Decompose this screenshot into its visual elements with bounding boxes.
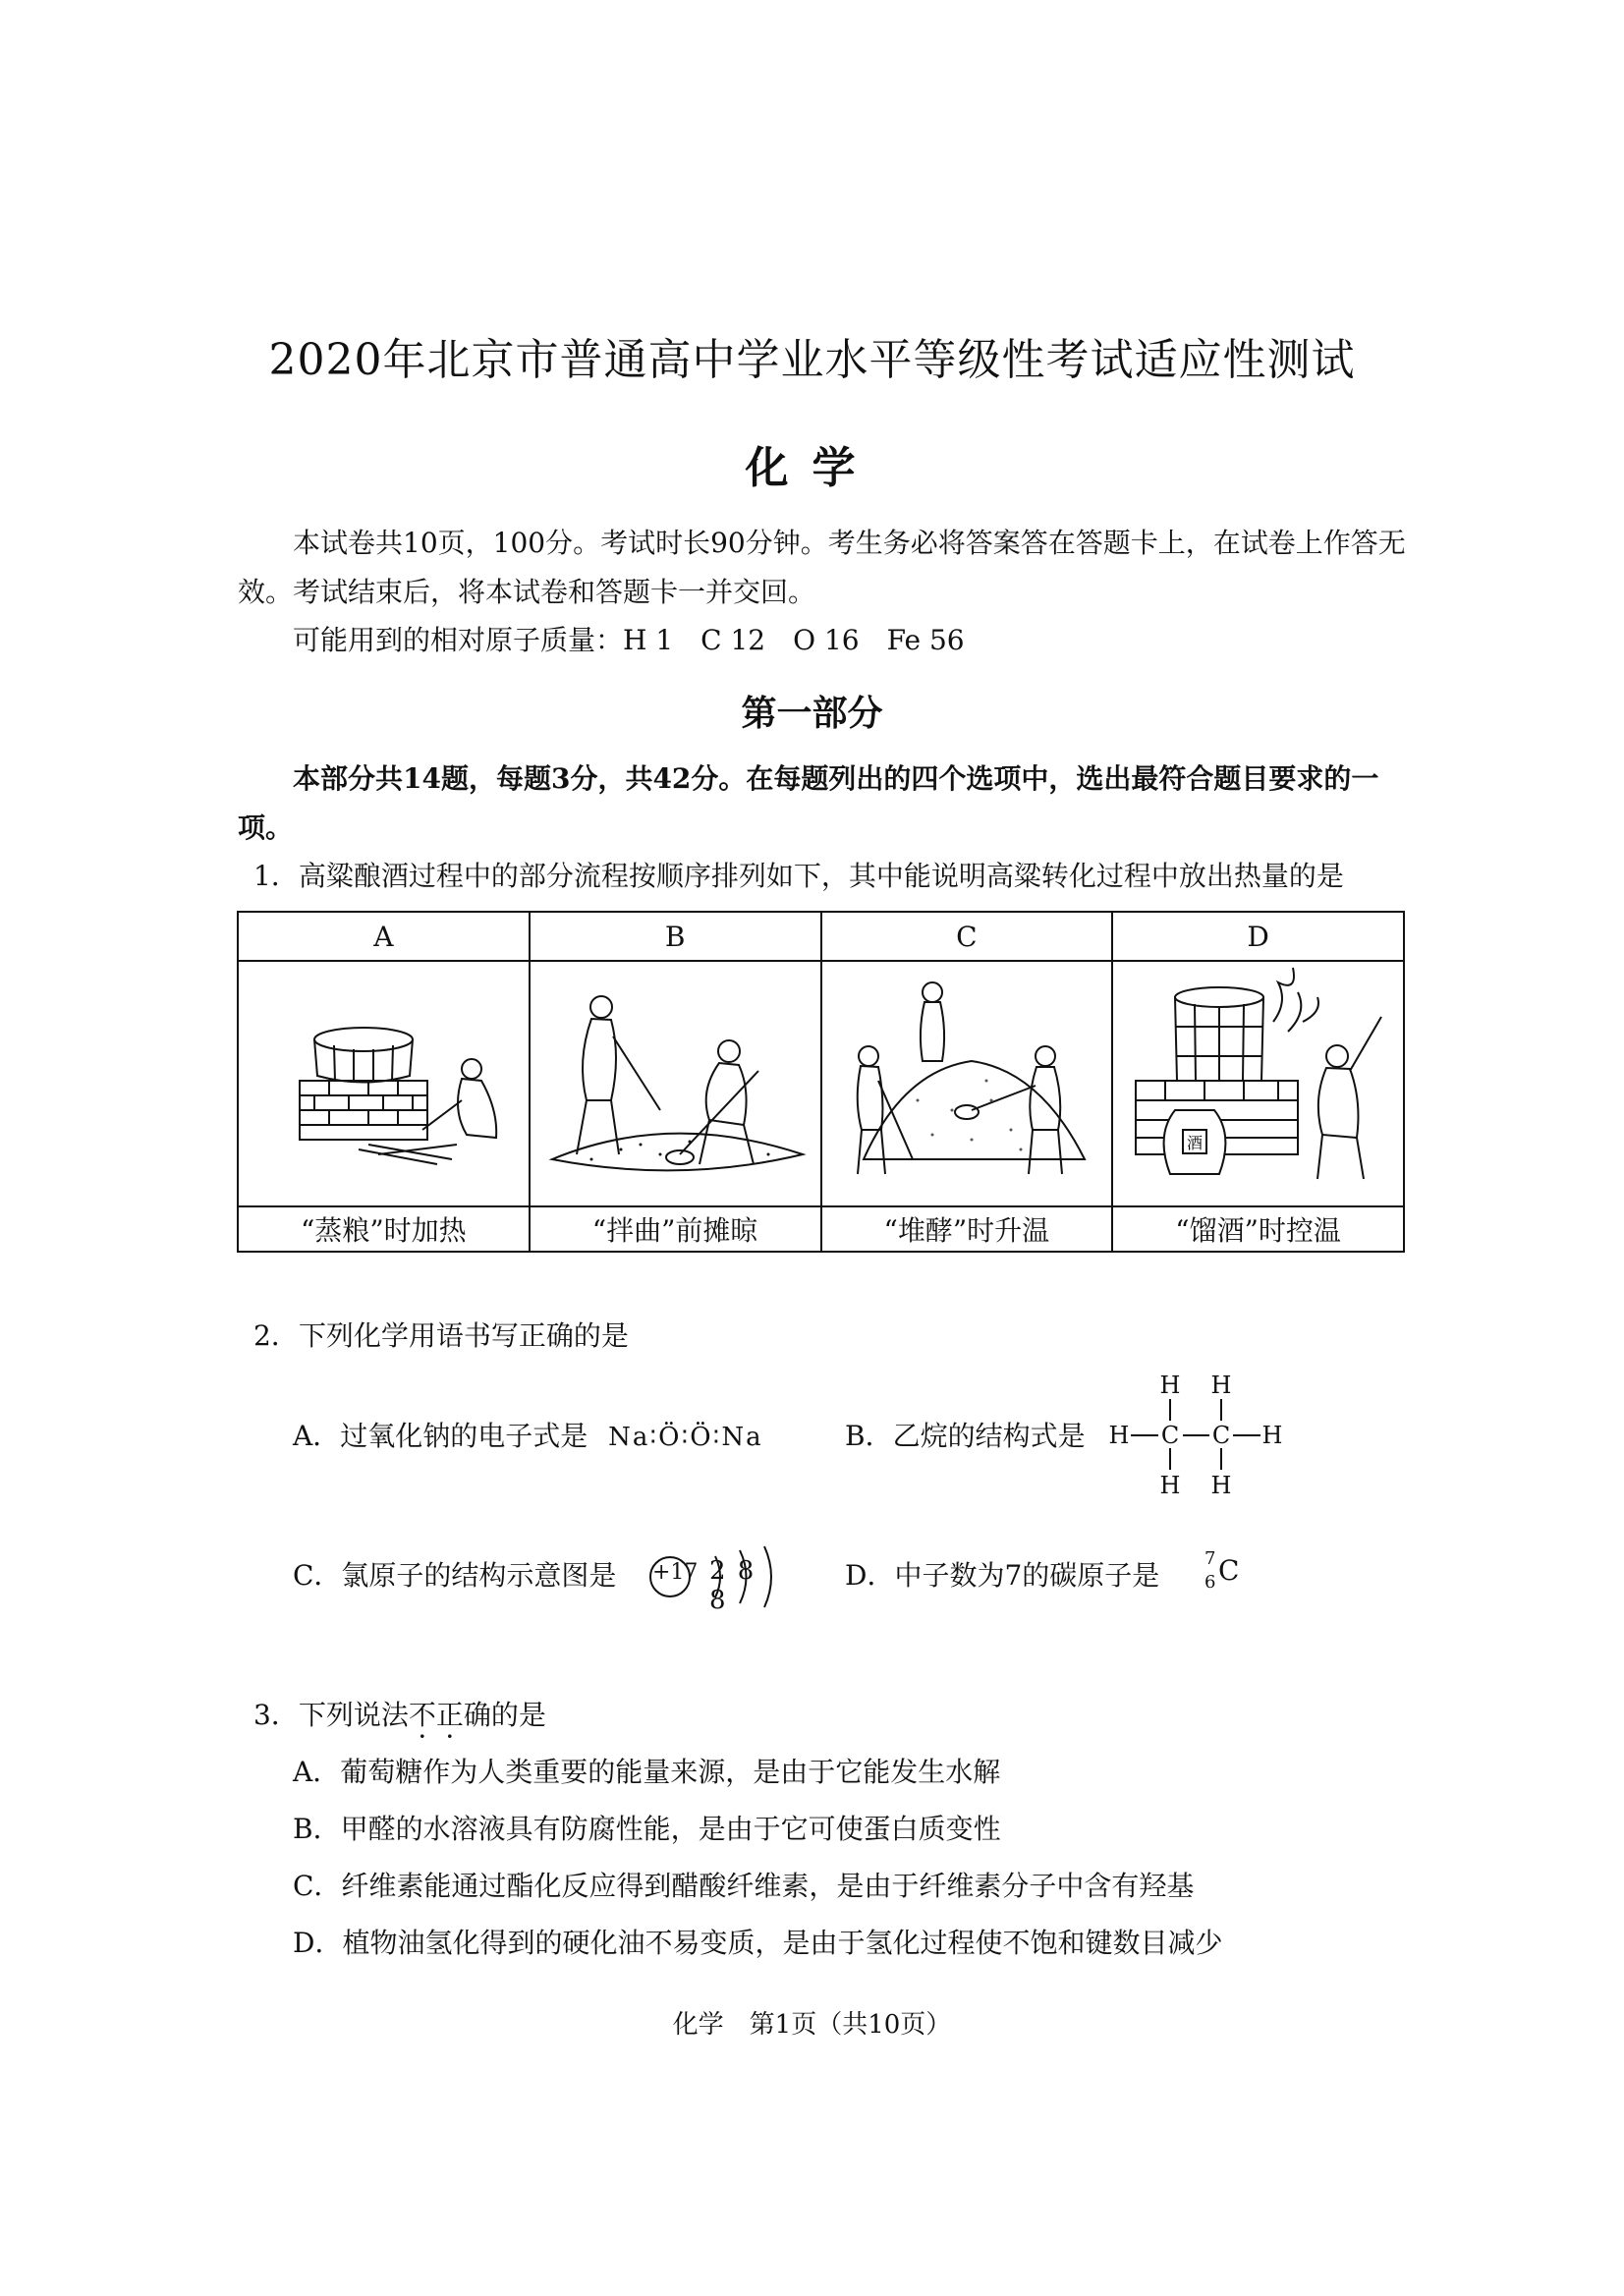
q3-option-c: C．纤维素能通过酯化反应得到醋酸纤维素，是由于纤维素分子中含有羟基 xyxy=(293,1870,1195,1902)
mass-number: 7 xyxy=(1204,1548,1216,1569)
svg-text:C: C xyxy=(1211,1422,1231,1449)
chlorine-atom-diagram xyxy=(646,1542,784,1615)
illustration-distilling xyxy=(1112,961,1404,1206)
q3-option-d: D．植物油氢化得到的硬化油不易变质，是由于氢化过程使不饱和键数目减少 xyxy=(293,1927,1223,1959)
q3-emphasis-2: 正 xyxy=(435,1699,464,1731)
option-c-label: C．氯原子的结构示意图是 xyxy=(293,1559,617,1592)
svg-text:H: H xyxy=(1159,1472,1181,1499)
electron-counts: 2 8 8 xyxy=(709,1556,756,1615)
svg-text:H: H xyxy=(1159,1372,1181,1399)
illustration-fermenting xyxy=(821,961,1113,1206)
ethane-structure-icon xyxy=(1105,1372,1292,1499)
question-2-stem: 2．下列化学用语书写正确的是 xyxy=(253,1319,629,1352)
col-header-d: D xyxy=(1112,912,1404,961)
caption-d: “馏酒”时控温 xyxy=(1112,1206,1404,1252)
caption-c: “堆酵”时升温 xyxy=(821,1206,1113,1252)
svg-text:H: H xyxy=(1261,1422,1283,1449)
option-a-label: A．过氧化钠的电子式是 xyxy=(293,1420,588,1452)
caption-a: “蒸粮”时加热 xyxy=(238,1206,530,1252)
svg-text:C: C xyxy=(1160,1422,1180,1449)
question-1-table xyxy=(237,911,1405,1253)
fermenting-illustration-icon xyxy=(824,963,1109,1199)
option-a xyxy=(293,1415,763,1454)
col-header-c: C xyxy=(821,912,1113,961)
q3-option-a: A．葡萄糖作为人类重要的能量来源，是由于它能发生水解 xyxy=(293,1756,1001,1788)
option-d-label: D．中子数为7的碳原子是 xyxy=(845,1559,1160,1592)
atomic-number: 6 xyxy=(1204,1572,1216,1593)
option-c xyxy=(293,1554,616,1594)
question-3-stem xyxy=(253,1694,546,1733)
q3-stem-start: 3．下列说法 xyxy=(253,1699,409,1731)
nucleus-charge: +17 xyxy=(652,1560,699,1585)
q3-option-b: B．甲醛的水溶液具有防腐性能，是由于它可使蛋白质变性 xyxy=(293,1813,1001,1845)
steamer-illustration-icon xyxy=(241,963,526,1199)
svg-text:H: H xyxy=(1210,1472,1232,1499)
jar-label: 酒 xyxy=(1186,1133,1203,1152)
atomic-masses: 可能用到的相对原子质量：H 1 C 12 O 16 Fe 56 xyxy=(293,624,965,656)
illustration-steaming xyxy=(238,961,530,1206)
svg-text:H: H xyxy=(1108,1422,1130,1449)
question-1-stem: 1．高粱酿酒过程中的部分流程按顺序排列如下，其中能说明高粱转化过程中放出热量的是 xyxy=(253,860,1344,892)
subject-title: 化学 xyxy=(745,443,879,493)
element-symbol: C xyxy=(1218,1554,1240,1587)
page-title: 2020年北京市普通高中学业水平等级性考试适应性测试 xyxy=(268,335,1356,385)
option-d xyxy=(845,1554,1159,1594)
svg-text:H: H xyxy=(1210,1372,1232,1399)
exam-instructions: 本试卷共10页，100分。考试时长90分钟。考生务必将答案答在答题卡上，在试卷上作答无效。考试结束后，将本试卷和答题卡一并交回。 xyxy=(238,527,1406,608)
q3-emphasis-1: 不 xyxy=(408,1699,436,1731)
distilling-illustration-icon xyxy=(1116,963,1401,1199)
option-b-label: B．乙烷的结构式是 xyxy=(845,1420,1086,1452)
carbon-isotope-notation xyxy=(1201,1548,1250,1603)
col-header-b: B xyxy=(530,912,821,961)
q3-stem-end: 确的是 xyxy=(463,1699,546,1731)
part-title: 第一部分 xyxy=(741,693,883,734)
caption-b: “拌曲”前摊晾 xyxy=(530,1206,821,1252)
col-header-a: A xyxy=(238,912,530,961)
page-footer: 化学 第1页（共10页） xyxy=(672,2010,952,2040)
option-b xyxy=(845,1415,1086,1454)
sodium-peroxide-formula: Na∶Ö∶Ö∶Na xyxy=(608,1423,763,1452)
mixing-illustration-icon xyxy=(532,963,817,1199)
part-description: 本部分共14题，每题3分，共42分。在每题列出的四个选项中，选出最符合题目要求的一项。 xyxy=(238,762,1379,844)
illustration-mixing xyxy=(530,961,821,1206)
